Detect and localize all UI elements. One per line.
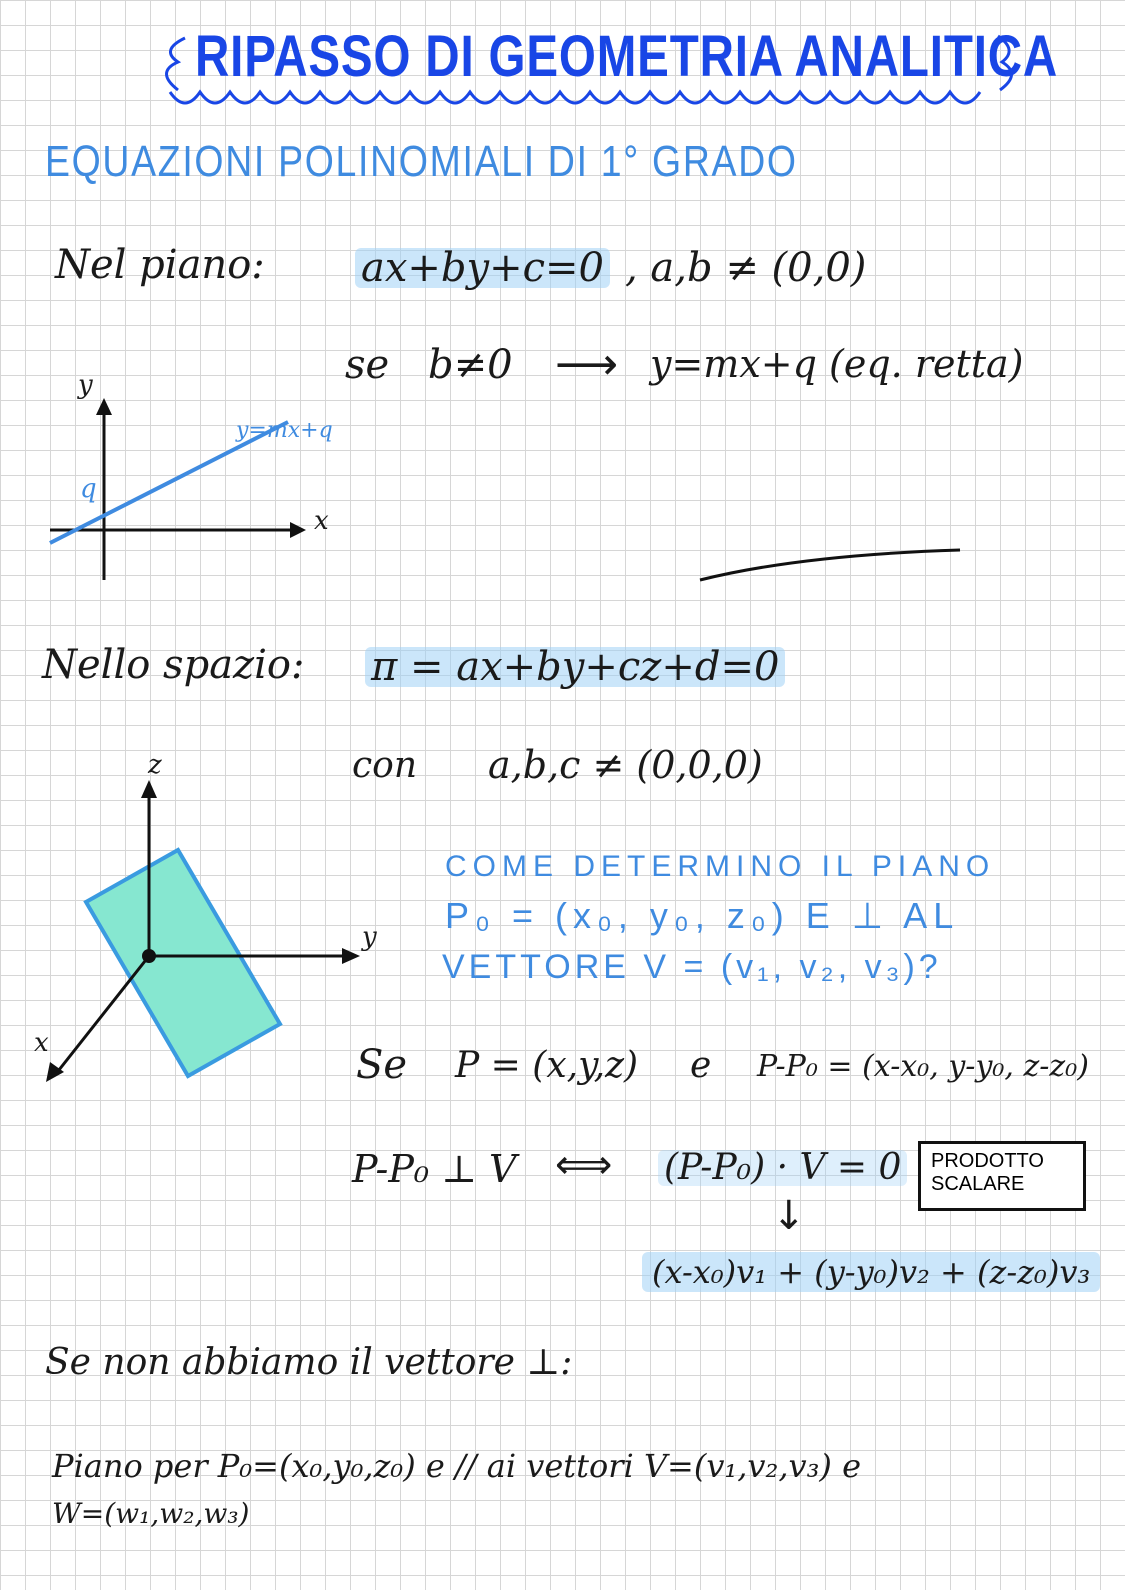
space-equation: π = ax+by+cz+d=0 <box>365 647 785 687</box>
e-label: e <box>690 1045 712 1086</box>
plane-condition: , a,b ≠ (0,0) <box>625 245 867 291</box>
w-vector-line: W=(w₁,w₂,w₃) <box>52 1497 250 1530</box>
p-definition: P = (x,y,z) <box>455 1045 639 1086</box>
graph-y-label: y <box>78 370 93 400</box>
space-condition: a,b,c ≠ (0,0,0) <box>488 743 763 787</box>
question-line-3: VETTORE V = (v₁, v₂, v₃)? <box>442 948 942 986</box>
graph-q-label: q <box>80 474 97 504</box>
page-title: RIPASSO DI GEOMETRIA ANALITICA <box>195 24 1059 89</box>
section-title: EQUAZIONI POLINOMIALI DI 1° GRADO <box>45 137 798 186</box>
graph3d-y-label: y <box>362 922 377 952</box>
iff-arrow-icon: ⟺ <box>555 1142 613 1188</box>
arrow-right-icon: ⟶ <box>555 339 619 390</box>
graph-line-label: y=mx+q <box>236 418 333 443</box>
piano-per-line: Piano per P₀=(x₀,y₀,z₀) e // ai vettori V=(v₁,v₂,v₃) e <box>52 1447 861 1485</box>
line-result: y=mx+q (eq. retta) <box>650 342 1024 386</box>
p-difference: P-P₀ = (x-x₀, y-y₀, z-z₀) <box>757 1049 1089 1084</box>
dot-product-expr: (P-P₀) · V = 0 <box>658 1150 907 1186</box>
prodotto-scalare-box: PRODOTTO SCALARE <box>918 1141 1086 1211</box>
down-arrow-icon: ↓ <box>772 1193 806 1239</box>
graph-x-label: x <box>314 506 329 536</box>
b-condition: b≠0 <box>428 342 513 388</box>
space-label: Nello spazio: <box>42 642 305 688</box>
plane-equation: ax+by+c=0 <box>355 248 610 288</box>
se-label: se <box>345 342 390 388</box>
se-p-label: Se <box>356 1042 408 1088</box>
perp-left: P-P₀ ⊥ V <box>352 1147 517 1191</box>
question-line-2: P₀ = (x₀, y₀, z₀) E ⊥ AL <box>445 895 960 936</box>
graph3d-x-label: x <box>34 1028 49 1058</box>
con-label: con <box>352 745 418 786</box>
graph3d-z-label: z <box>148 750 162 780</box>
no-vector-line: Se non abbiamo il vettore ⊥: <box>45 1342 573 1383</box>
question-line-1: COME DETERMINO IL PIANO <box>445 850 996 883</box>
plane-label: Nel piano: <box>55 242 265 288</box>
expansion-expression: (x-x₀)v₁ + (y-y₀)v₂ + (z-z₀)v₃ <box>642 1252 1100 1292</box>
